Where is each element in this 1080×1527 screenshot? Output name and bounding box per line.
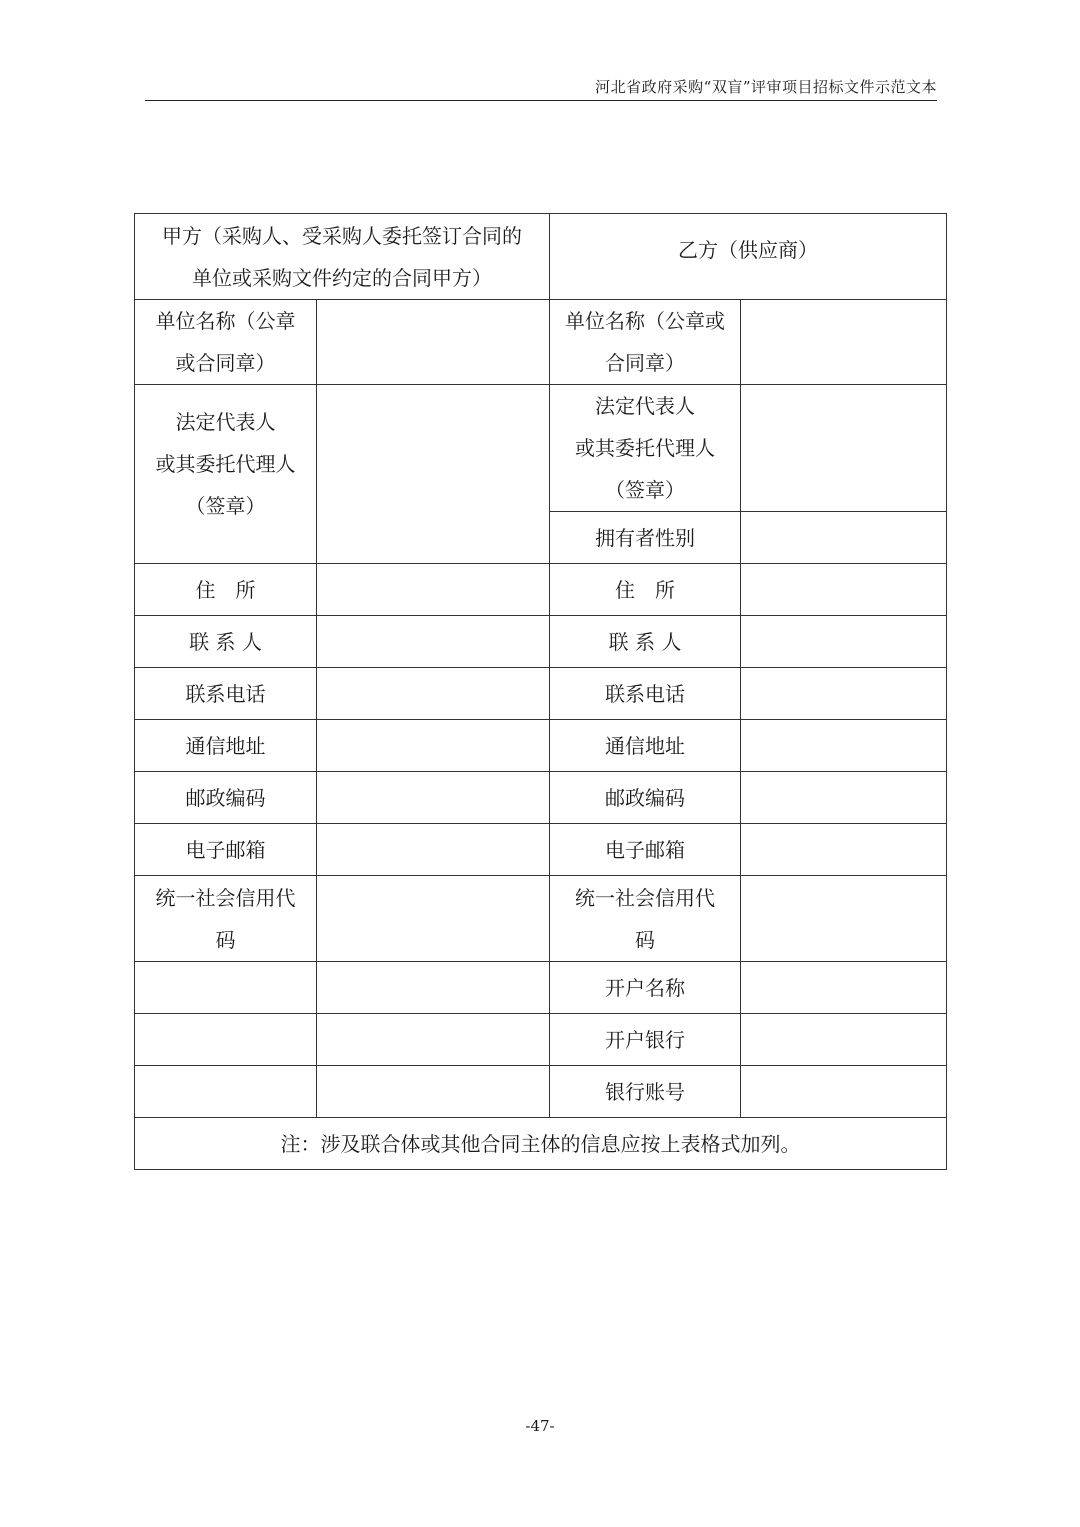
party-b-credit-code-label <box>550 876 741 962</box>
party-b-legal-rep-label <box>550 385 741 512</box>
party-a-address-value[interactable] <box>317 564 550 616</box>
label-line: 单位名称（公章或 <box>565 309 725 333</box>
party-b-mailing-address-value[interactable] <box>741 720 947 772</box>
label-line: 统一社会信用代 <box>155 885 296 910</box>
party-a-contact-label: 联 系 人 <box>135 616 317 668</box>
party-b-account-number-label: 银行账号 <box>550 1066 741 1118</box>
party-a-header-line-1: 甲方（采购人、受采购人委托签订合同的 <box>162 223 522 248</box>
party-b-bank-label: 开户银行 <box>550 1014 741 1066</box>
party-b-contact-value[interactable] <box>741 616 947 668</box>
contract-party-table <box>134 213 947 1170</box>
party-a-header-line-2: 单位或采购文件约定的合同甲方） <box>192 265 492 290</box>
party-b-owner-gender-label: 拥有者性别 <box>550 512 741 564</box>
party-a-account-number-empty <box>135 1066 317 1118</box>
party-b-email-value[interactable] <box>741 824 947 876</box>
party-b-phone-value[interactable] <box>741 668 947 720</box>
party-a-contact-value[interactable] <box>317 616 550 668</box>
party-b-address-label: 住 所 <box>550 564 741 616</box>
party-b-email-label: 电子邮箱 <box>550 824 741 876</box>
legal-rep-row <box>135 385 947 512</box>
label-line: 码 <box>215 927 236 952</box>
party-b-credit-code-value[interactable] <box>741 876 947 962</box>
party-a-credit-code-label <box>135 876 317 962</box>
label-line: 码 <box>635 927 655 952</box>
party-b-postal-code-label: 邮政编码 <box>550 772 741 824</box>
party-a-phone-label: 联系电话 <box>135 668 317 720</box>
party-b-owner-gender-value[interactable] <box>741 512 947 564</box>
party-b-unit-name-value[interactable] <box>741 300 947 385</box>
postal-code-row <box>135 772 947 824</box>
party-b-mailing-address-label: 通信地址 <box>550 720 741 772</box>
party-b-postal-code-value[interactable] <box>741 772 947 824</box>
party-a-email-label: 电子邮箱 <box>135 824 317 876</box>
party-b-account-number-value[interactable] <box>741 1066 947 1118</box>
email-row <box>135 824 947 876</box>
label-line: 或其委托代理人 <box>155 452 296 476</box>
label-line: 单位名称（公章 <box>155 309 296 333</box>
label-line: 或合同章） <box>175 351 276 375</box>
mailing-address-row <box>135 720 947 772</box>
party-a-legal-rep-label <box>135 385 317 564</box>
party-a-postal-code-value[interactable] <box>317 772 550 824</box>
contact-row <box>135 616 947 668</box>
label-line: （签章） <box>605 478 685 502</box>
party-b-contact-label: 联 系 人 <box>550 616 741 668</box>
party-b-unit-name-label <box>550 300 741 385</box>
party-header-row <box>135 214 947 300</box>
party-b-address-value[interactable] <box>741 564 947 616</box>
label-line: 统一社会信用代 <box>575 885 715 910</box>
party-b-header: 乙方（供应商） <box>550 214 947 300</box>
party-a-phone-value[interactable] <box>317 668 550 720</box>
party-a-account-name-empty <box>135 962 317 1014</box>
header-title: 河北省政府采购“双盲”评审项目招标文件示范文本 <box>595 78 937 96</box>
party-b-phone-label: 联系电话 <box>550 668 741 720</box>
address-row <box>135 564 947 616</box>
party-a-header <box>135 214 550 300</box>
party-a-credit-code-value[interactable] <box>317 876 550 962</box>
party-b-account-name-label: 开户名称 <box>550 962 741 1014</box>
label-line: 法定代表人 <box>175 410 276 434</box>
bank-row <box>135 1014 947 1066</box>
table-note: 注：涉及联合体或其他合同主体的信息应按上表格式加列。 <box>135 1118 947 1170</box>
party-a-unit-name-value[interactable] <box>317 300 550 385</box>
party-b-bank-value[interactable] <box>741 1014 947 1066</box>
party-a-account-number-value <box>317 1066 550 1118</box>
label-line: 或其委托代理人 <box>575 436 715 460</box>
note-row <box>135 1118 947 1170</box>
label-line: 法定代表人 <box>595 394 695 418</box>
party-a-unit-name-label <box>135 300 317 385</box>
label-line: 合同章） <box>605 351 685 375</box>
page-number: -47- <box>525 1417 555 1435</box>
party-a-bank-empty <box>135 1014 317 1066</box>
account-name-row <box>135 962 947 1014</box>
party-b-account-name-value[interactable] <box>741 962 947 1014</box>
party-a-address-label: 住 所 <box>135 564 317 616</box>
page-header <box>145 76 937 101</box>
party-a-mailing-address-value[interactable] <box>317 720 550 772</box>
party-a-mailing-address-label: 通信地址 <box>135 720 317 772</box>
phone-row <box>135 668 947 720</box>
party-a-legal-rep-value[interactable] <box>317 385 550 564</box>
party-a-postal-code-label: 邮政编码 <box>135 772 317 824</box>
account-number-row <box>135 1066 947 1118</box>
party-a-email-value[interactable] <box>317 824 550 876</box>
credit-code-row <box>135 876 947 962</box>
party-a-bank-value <box>317 1014 550 1066</box>
party-a-account-name-value <box>317 962 550 1014</box>
unit-name-row <box>135 300 947 385</box>
party-b-legal-rep-value[interactable] <box>741 385 947 512</box>
label-line: （签章） <box>185 494 266 518</box>
